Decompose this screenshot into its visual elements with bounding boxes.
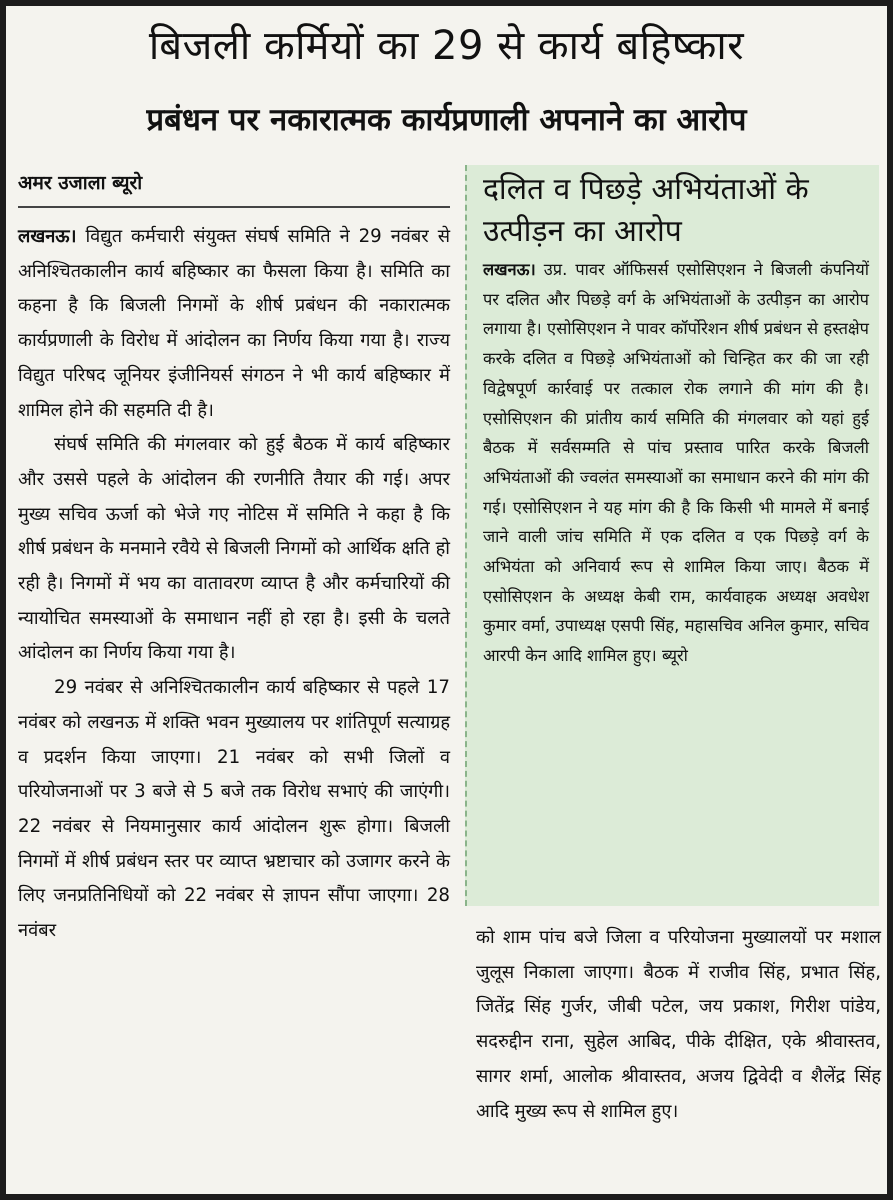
subheadline: प्रबंधन पर नकारात्मक कार्यप्रणाली अपनाने का आरोप — [146, 102, 747, 138]
main-story-paragraph-1 — [18, 220, 450, 428]
sidebar-dateline: लखनऊ। — [483, 260, 536, 279]
sidebar-body — [483, 255, 869, 671]
main-story-column — [18, 220, 450, 949]
main-story-continuation — [476, 921, 881, 1129]
byline-divider — [18, 206, 450, 208]
sidebar-story-box — [465, 165, 879, 906]
continuation-paragraph: को शाम पांच बजे जिला व परियोजना मुख्यालयों पर मशाल जुलूस निकाला जाएगा। बैठक में राजीव सिंह, प्रभात सिंह, जितेंद्र सिंह गुर्जर, जीबी पटेल, जय प्रकाश, गिरीश पांडेय, सदरुद्दीन राना, सुहेल आबिद, पीके दीक्षित, एके श्रीवास्तव, सागर शर्मा, आलोक श्रीवास्तव, अजय द्विवेदी व शैलेंद्र सिंह आदि मुख्य रूप से शामिल हुए। — [476, 927, 881, 1122]
byline: अमर उजाला ब्यूरो — [18, 172, 143, 194]
main-story-paragraph-3: 29 नवंबर से अनिश्चितकालीन कार्य बहिष्कार से पहले 17 नवंबर को लखनऊ में शक्ति भवन मुख्यालय पर शांतिपूर्ण सत्याग्रह व प्रदर्शन किया जाएगा। 21 नवंबर को सभी जिलों व परियोजनाओं पर 3 बजे से 5 बजे तक विरोध सभाएं की जाएंगी। 22 नवंबर से नियमानुसार कार्य आंदोलन शुरू होगा। बिजली निगमों में शीर्ष प्रबंधन स्तर पर व्याप्त भ्रष्टाचार को उजागर करने के लिए जनप्रतिनिधियों को 22 नवंबर से ज्ञापन सौंपा जाएगा। 28 नवंबर — [18, 677, 450, 942]
paragraph-text: विद्युत कर्मचारी संयुक्त संघर्ष समिति ने 29 नवंबर से अनिश्चितकालीन कार्य बहिष्कार का फैसला किया है। समिति का कहना है कि बिजली निगमों के शीर्ष प्रबंधन की नकारात्मक कार्यप्रणाली के विरोध में आंदोलन का निर्णय किया गया है। राज्य विद्युत परिषद जूनियर इंजीनियर्स संगठन ने भी कार्य बहिष्कार में शामिल होने की सहमति दी है। — [18, 226, 450, 421]
headline: बिजली कर्मियों का 29 से कार्य बहिष्कार — [148, 23, 745, 69]
sidebar-title: दलित व पिछड़े अभियंताओं के उत्पीड़न का आरोप — [483, 172, 809, 249]
dateline: लखनऊ। — [18, 226, 77, 247]
sidebar-text: उप्र. पावर ऑफिसर्स एसोसिएशन ने बिजली कंपनियों पर दलित और पिछड़े वर्ग के अभियंताओं के उत्पीड़न का आरोप लगाया है। एसोसिएशन ने पावर कॉर्पोरेशन शीर्ष प्रबंधन से हस्तक्षेप करके दलित व पिछड़े अभियंताओं को चिन्हित कर की जा रही विद्वेषपूर्ण कार्रवाई पर तत्काल रोक लगाने की मांग की है। एसोसिएशन की प्रांतीय कार्य समिति की मंगलवार को यहां हुई बैठक में सर्वसम्मति से पांच प्रस्ताव पारित करके बिजली अभियंताओं की ज्वलंत समस्याओं का समाधान करने की मांग की गई। एसोसिएशन ने यह मांग की है कि किसी भी मामले में बनाई जाने वाली जांच समिति में एक दलित व एक पिछड़े वर्ग के अभियंता को अनिवार्य रूप से शामिल किया जाए। बैठक में एसोसिएशन के अध्यक्ष केबी राम, कार्यवाहक अध्यक्ष अवधेश कुमार वर्मा, उपाध्यक्ष एसपी सिंह, महासचिव अनिल कुमार, सचिव आरपी केन आदि शामिल हुए। ब्यूरो — [483, 260, 869, 666]
main-story-paragraph-2: संघर्ष समिति की मंगलवार को हुई बैठक में कार्य बहिष्कार और उससे पहले के आंदोलन की रणनीति तैयार की गई। अपर मुख्य सचिव ऊर्जा को भेजे गए नोटिस में समिति ने कहा है कि शीर्ष प्रबंधन के मनमाने रवैये से बिजली निगमों को आर्थिक क्षति हो रही है। निगमों में भय का वातावरण व्याप्त है और कर्मचारियों की न्यायोचित समस्याओं के समाधान नहीं हो रहा है। इसी के चलते आंदोलन का निर्णय किया गया है। — [18, 434, 450, 664]
